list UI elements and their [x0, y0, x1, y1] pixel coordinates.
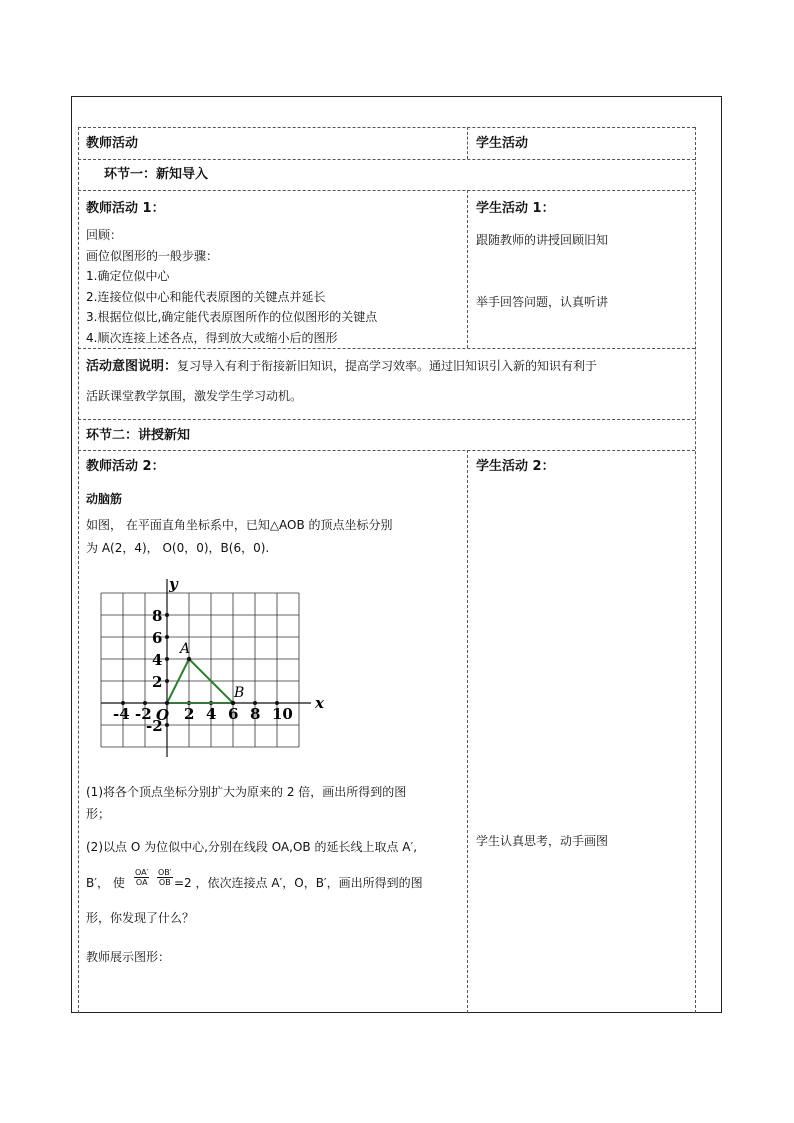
intent-line [86, 358, 597, 375]
teacher-activity-line: 4.顺次连接上述各点，得到放大或缩小后的图形 [86, 331, 338, 345]
question-text: 形，你发现了什么？ [86, 911, 195, 925]
problem-text: 如图， 在平面直角坐标系中，已知△AOB 的顶点坐标分别 [86, 518, 393, 532]
x-tick-label: 8 [250, 705, 261, 723]
section-title: 环节二：讲授新知 [86, 428, 191, 443]
row-rule [78, 450, 695, 451]
y-tick-label: 4 [152, 651, 163, 669]
coordinate-figure [90, 575, 324, 767]
y-tick-dot [165, 679, 169, 683]
fraction-oa [134, 868, 149, 887]
student-activity-title: 学生活动 2： [476, 459, 555, 474]
question-text: (1)将各个顶点坐标分别扩大为原来的 2 倍，画出所得到的图 [86, 785, 407, 799]
intent-line-2: 活跃课堂教学氛围，激发学生学习动机。 [86, 389, 303, 403]
question-text: (2)以点 O 为位似中心,分别在线段 OA,OB 的延长线上取点 A′, [86, 840, 418, 854]
y-tick-label: 8 [152, 607, 163, 625]
teacher-activity-line: 画位似图形的一般步骤： [86, 249, 219, 263]
row-rule [78, 127, 695, 128]
col-rule [467, 127, 468, 159]
x-tick-label: 4 [206, 705, 217, 723]
teacher-activity-line: 3.根据位似比,确定能代表原图所作的位似图形的关键点 [86, 310, 378, 324]
col-rule [467, 450, 468, 1013]
teacher-activity-line: 2.连接位似中心和能代表原图的关键点并延长 [86, 290, 326, 304]
row-rule [78, 419, 695, 420]
student-activity-line: 举手回答问题，认真听讲 [476, 295, 609, 309]
col-rule [467, 190, 468, 348]
row-rule [78, 190, 695, 191]
question-text: 形； [86, 807, 111, 821]
teacher-activity-line: 回顾： [86, 228, 123, 242]
teacher-activity-line: 1.确定位似中心 [86, 269, 170, 283]
fraction-denominator: OA [135, 878, 148, 887]
col-rule [695, 127, 696, 1013]
y-tick-dot [165, 635, 169, 639]
student-activity-title: 学生活动 1： [476, 201, 555, 216]
problem-text: 为 A(2，4)， O(0，0)，B(6，0). [86, 541, 270, 555]
y-tick-label: -2 [146, 717, 163, 735]
teacher-activity-title: 教师活动 1： [86, 201, 165, 216]
question-text: B′， 使 [86, 876, 125, 890]
student-activity-line: 跟随教师的讲授回顾旧知 [476, 233, 609, 247]
header-student: 学生活动 [476, 136, 529, 151]
fraction-numerator: OA′ [135, 868, 149, 877]
subtitle: 动脑筋 [86, 492, 123, 506]
intent-label: 活动意图说明： [86, 359, 178, 374]
intent-text: 复习导入有利于衔接新旧知识，提高学习效率。通过旧知识引入新的知识有利于 [177, 359, 598, 373]
row-rule [78, 159, 695, 160]
vertex-point [187, 657, 191, 661]
x-axis-label: x [315, 694, 324, 712]
y-tick-dot [165, 613, 169, 617]
fraction-ob [157, 868, 173, 887]
section-title: 环节一：新知导入 [104, 167, 209, 182]
y-tick-label: 6 [152, 629, 163, 647]
y-tick-label: 2 [152, 673, 163, 691]
origin-label: O [156, 706, 170, 724]
vertex-label: B [234, 685, 245, 701]
student-activity-line: 学生认真思考，动手画图 [476, 834, 609, 848]
y-axis-label: y [169, 575, 178, 593]
teacher-note: 教师展示图形： [86, 950, 171, 964]
x-tick-label: 2 [184, 705, 195, 723]
vertex-point [165, 701, 169, 705]
x-tick-label: 10 [272, 705, 293, 723]
col-rule [78, 127, 79, 1013]
row-rule [78, 348, 695, 349]
vertex-point [231, 701, 235, 705]
question-text: =2 ，依次连接点 A′，O，B′，画出所得到的图 [174, 876, 423, 890]
vertex-label: A [180, 641, 191, 657]
x-tick-label: 6 [228, 705, 239, 723]
fraction-numerator: OB′ [158, 868, 172, 877]
x-tick-label: -2 [135, 705, 152, 723]
x-tick-label: -4 [113, 705, 130, 723]
y-tick-dot [165, 657, 169, 661]
teacher-activity-title: 教师活动 2： [86, 459, 165, 474]
header-teacher: 教师活动 [86, 136, 139, 151]
fraction-denominator: OB [158, 878, 171, 887]
